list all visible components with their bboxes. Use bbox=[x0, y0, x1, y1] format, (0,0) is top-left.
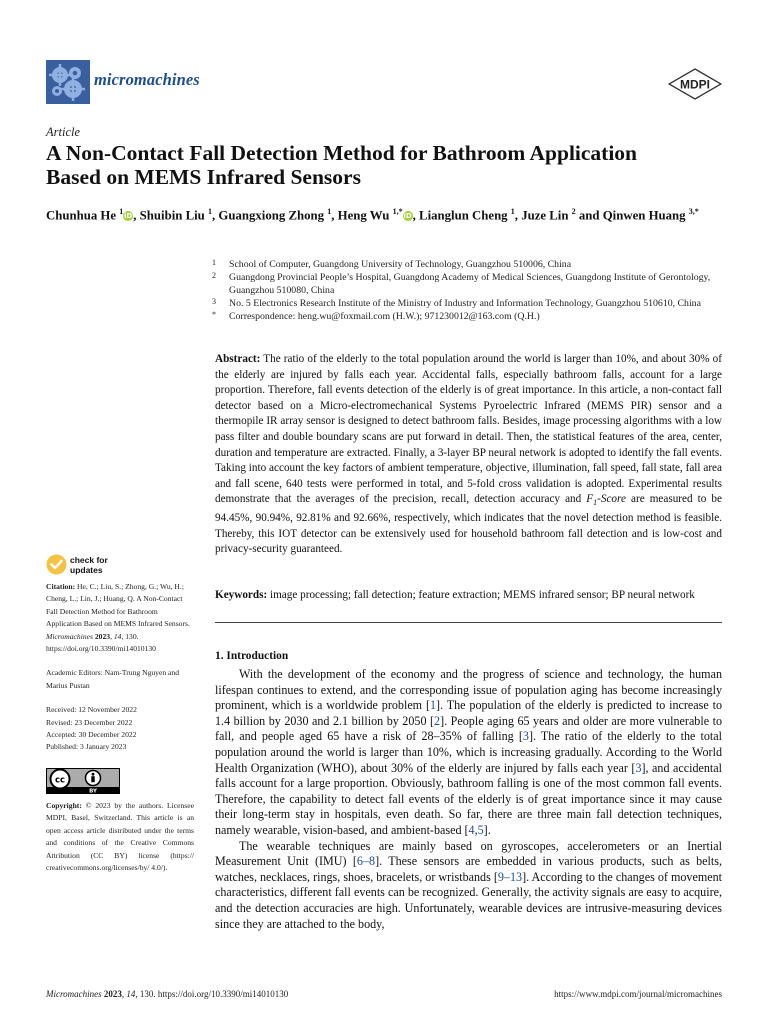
check-for-updates-label: check for updates bbox=[70, 555, 108, 575]
author-affiliation-mark: 1 bbox=[207, 207, 212, 216]
abstract-text-part2: are measured to be 94.45%, 90.94%, 92.81% and 92.66%, respectively, which indicates that the novel detection method is feasible. Thereby, this IOT detector can be extensively used for household bathroom fall detection and is low-cost and privacy-security guaranteed. bbox=[215, 493, 722, 556]
affiliation-text: School of Computer, Guangdong University of Technology, Guangzhou 510006, China bbox=[229, 259, 572, 270]
author-name[interactable]: Chunhua He bbox=[46, 208, 120, 223]
citation: Citation: He, C.; Liu, S.; Zhong, G.; Wu, H.; Cheng, L.; Lin, J.; Huang, Q. A Non-Contact Fall Detection Method for Bathroom Application Based on MEMS Infrared Sensors. Micromachines 2023, 14, 130. https://doi.org/10.3390/mi14010130 bbox=[46, 582, 190, 654]
abstract-label: Abstract: bbox=[215, 353, 261, 365]
section-divider bbox=[215, 622, 722, 623]
affiliation-mark: * bbox=[212, 310, 216, 319]
author-affiliation-mark: 3,* bbox=[688, 207, 699, 216]
accepted-date: Accepted: 30 December 2022 bbox=[46, 730, 137, 740]
citation-link[interactable]: 9–13 bbox=[497, 869, 523, 884]
author-name[interactable]: Guangxiong Zhong bbox=[218, 208, 328, 223]
f1-score-var: $F_1$-Score bbox=[586, 493, 626, 508]
abstract bbox=[215, 352, 722, 558]
citation-doi-link[interactable]: , 130. https://doi.org/10.3390/mi14010130 bbox=[46, 631, 156, 654]
introduction-paragraph-2: The wearable techniques are mainly based on gyroscopes, accelerometers or an Inertial Measurement Unit (IMU) [6–8]. These sensors are embedded in various products, such as belts, watches, necklaces, rings, shoes, bracelets, or wristbands [9–13]. According to the changes of movement characteristics, different fall events can be recognized. Generally, the activity signals are easy to acquire, and the detection accuracies are high. Unfortunately, wearable devices are intrusive-measuring devices since they are attached to the body, bbox=[215, 838, 722, 931]
author-name[interactable]: Shuibin Liu bbox=[139, 208, 208, 223]
author-name[interactable]: Lianglun Cheng bbox=[419, 208, 511, 223]
citation-link[interactable]: 3 bbox=[522, 729, 529, 744]
affiliation-item bbox=[212, 310, 732, 323]
check-for-updates-button[interactable] bbox=[46, 553, 156, 579]
introduction-body bbox=[215, 667, 722, 932]
published-date: Published: 3 January 2023 bbox=[46, 742, 127, 752]
author-list: Chunhua He $^1$iD, Shuibin Liu $^1$, Guangxiong Zhong $^1$, Heng Wu $^{1,*}$iD, Lianglun Cheng $^1$, Juze Lin $^2$ and Qinwen Huang $^{3,*}$ bbox=[46, 207, 699, 223]
affiliation-item bbox=[212, 258, 732, 271]
author-affiliation-mark: 1 bbox=[510, 207, 515, 216]
received-date: Received: 12 November 2022 bbox=[46, 705, 137, 715]
academic-editors: Academic Editors: Nam-Trung Nguyen and Marius Pustan bbox=[46, 668, 180, 690]
introduction-heading: 1. Introduction bbox=[215, 650, 289, 662]
mdpi-logo-icon[interactable] bbox=[668, 68, 722, 100]
check-for-updates-icon bbox=[46, 554, 67, 575]
affiliation-mark: 1 bbox=[212, 258, 216, 267]
mdpi-logo-text: MDPI bbox=[680, 77, 710, 92]
author-affiliation-mark: 1,* bbox=[392, 207, 403, 216]
citation-volume: 14 bbox=[113, 631, 122, 641]
footer-journal-url[interactable]: https://www.mdpi.com/journal/micromachines bbox=[554, 989, 722, 999]
footer-doi-link[interactable]: , 130. https://doi.org/10.3390/mi14010130 bbox=[135, 989, 289, 999]
citation-link[interactable]: 6–8 bbox=[356, 854, 376, 869]
author-name[interactable]: Juze Lin bbox=[521, 208, 572, 223]
author-affiliation-mark: 1 bbox=[119, 207, 124, 216]
svg-text:cc: cc bbox=[54, 775, 66, 786]
affiliation-text: Correspondence: heng.wu@foxmail.com (H.W.); 971230012@163.com (Q.H.) bbox=[229, 311, 540, 322]
cc-license-text: BY bbox=[89, 788, 97, 794]
author-name[interactable]: Qinwen Huang bbox=[602, 208, 689, 223]
article-info-sidebar bbox=[46, 581, 194, 874]
revised-date: Revised: 23 December 2022 bbox=[46, 717, 133, 727]
author-affiliation-mark: 1 bbox=[327, 207, 332, 216]
citation-link[interactable]: 5 bbox=[477, 822, 484, 837]
footer-volume: 14 bbox=[126, 989, 136, 999]
copyright-notice: Copyright: © 2023 by the authors. Licensee MDPI, Basel, Switzerland. This article is an open access article distributed under the terms and conditions of the Creative Commons Attribution (CC BY) license (https:// creativecommons.org/licenses/by/ 4.0/). bbox=[46, 800, 194, 872]
author-name[interactable]: Heng Wu bbox=[337, 208, 393, 223]
citation-link[interactable]: 2 bbox=[434, 713, 441, 728]
keywords-label: Keywords: bbox=[215, 589, 268, 601]
affiliation-text: No. 5 Electronics Research Institute of the Ministry of Industry and Information Technology, Guangzhou 510610, China bbox=[229, 298, 701, 309]
keywords-text: image processing; fall detection; feature extraction; MEMS infrared sensor; BP neural network bbox=[267, 589, 695, 601]
citation-link[interactable]: 1 bbox=[430, 698, 437, 713]
affiliations bbox=[212, 258, 732, 323]
journal-gear-logo-icon bbox=[46, 60, 90, 104]
orcid-icon[interactable]: iD bbox=[403, 212, 412, 221]
affiliation-mark: 3 bbox=[212, 297, 216, 306]
affiliation-item bbox=[212, 271, 732, 297]
cc-by-license-icon[interactable] bbox=[46, 768, 120, 794]
abstract-text-part1: The ratio of the elderly to the total population around the world is larger than 10%, and about 30% of the elderly are injured by falls each year. Accidental falls, especially bathroom falls, account for a large proportion. Therefore, fall events detection of the elderly is of great importance. In this article, a non-contact fall detector based on a Micro-electromechanical Systems Pyroelectric Infrared (MEMS PIR) sensor and a thermopile IR array sensor is designed to detect bathroom falls. Besides, image processing algorithms with a low pass filter and double boundary scans are put forward in detail. Then, the statistical features of the area, center, duration and temperature are extracted. Finally, a 3-layer BP neural network is adopted to identify the fall events. Taking into account the key factors of ambient temperature, objective, illumination, fall speed, fall state, fall area and fall scene, 640 tests were performed in total, and 5-fold cross validation is adopted. Experimental results demonstrate that the averages of the precision, recall, detection accuracy and bbox=[215, 353, 722, 506]
orcid-icon[interactable]: iD bbox=[124, 212, 133, 221]
journal-name[interactable]: micromachines bbox=[94, 70, 200, 89]
footer-citation: Micromachines 2023, 14, 130. https://doi.org/10.3390/mi14010130 bbox=[46, 989, 289, 999]
article-type: Article bbox=[46, 125, 81, 139]
citation-link[interactable]: 3 bbox=[635, 760, 642, 775]
keywords bbox=[215, 588, 722, 604]
introduction-paragraph-1: With the development of the economy and the progress of science and technology, the human lifespan continues to extend, and the corresponding issue of population aging has become increasingly prominent, which is a worldwide problem [1]. The population of the elderly is predicted to increase to 1.4 billion by 2030 and 2.1 billion by 2050 [2]. People aging 65 years and older are more vulnerable to fall, and people aged 65 have a risk of 28–35% of falling [3]. The ratio of the elderly to the total population around the world is larger than 10%, which is increasing gradually. According to the World Health Organization (WHO), about 30% of the elderly are injured by falls each year [3], and accidental falls account for a large proportion. Obviously, bathroom falling is one of the most common fall events. Therefore, the capability to detect fall events of the elderly is of great importance since it may cause their long-term stay in hospitals, even death. So far, there are three main fall detection techniques, namely wearable, vision-based, and ambient-based [4,5]. bbox=[215, 667, 723, 837]
author-affiliation-mark: 2 bbox=[571, 207, 576, 216]
affiliation-mark: 2 bbox=[212, 271, 216, 280]
citation-link[interactable]: 4 bbox=[468, 822, 475, 837]
article-title: A Non-Contact Fall Detection Method for Bathroom Application Based on MEMS Infrared Sensors bbox=[46, 141, 638, 189]
affiliation-item bbox=[212, 297, 732, 310]
affiliation-text: Guangdong Provincial People’s Hospital, Guangdong Academy of Medical Sciences, Guangdong Institute of Gerontology, Guangzhou 510080, China bbox=[229, 272, 711, 296]
